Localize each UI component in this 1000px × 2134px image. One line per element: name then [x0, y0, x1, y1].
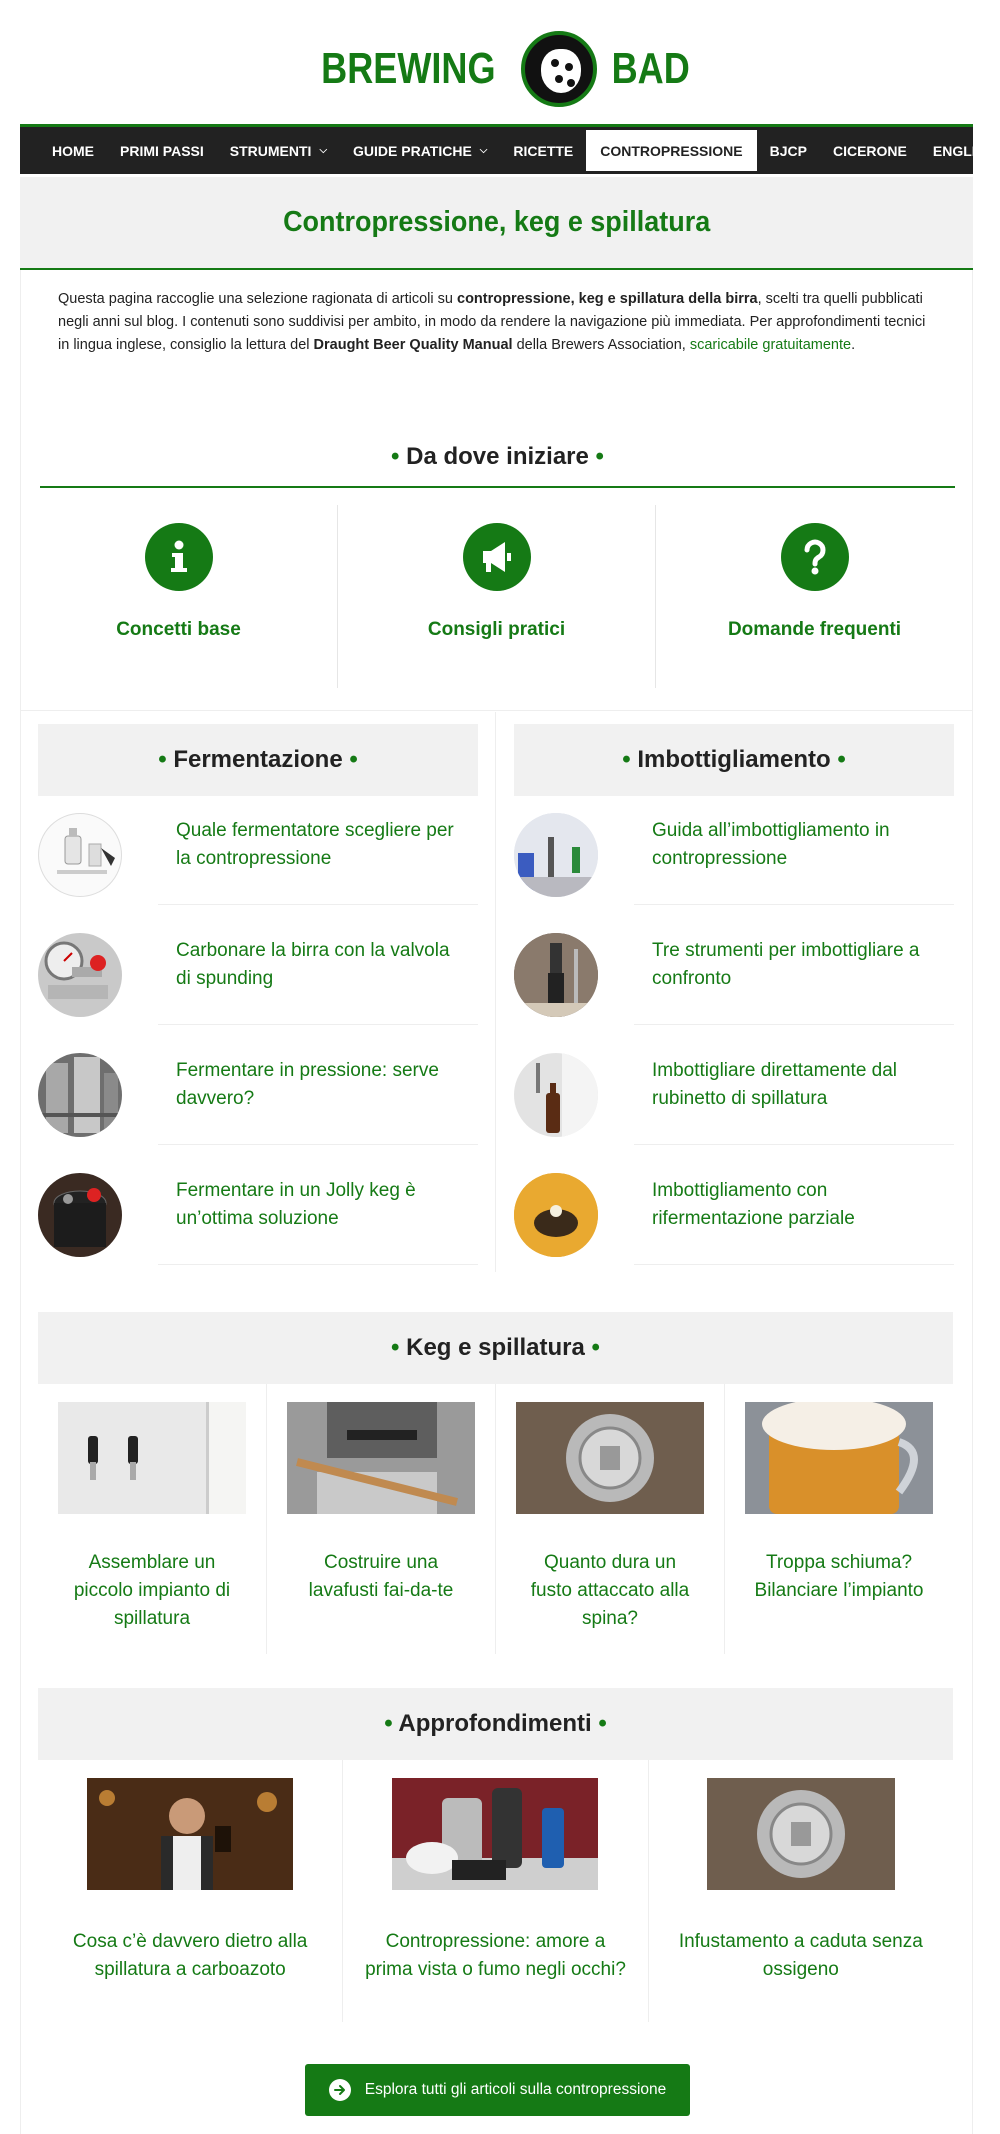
- imbottigliamento-section: [514, 724, 954, 1285]
- explore-all-label: Esplora tutti gli articoli sulla contropressione: [364, 2081, 667, 2098]
- card-label: Concetti base: [116, 619, 241, 640]
- nav-item-cicerone[interactable]: [820, 127, 920, 174]
- article-title[interactable]: Contropressione: amore a prima vista o fumo negli occhi?: [365, 1931, 626, 1980]
- article-title[interactable]: Imbottigliare direttamente dal rubinetto di spillatura: [652, 1060, 898, 1109]
- section-title: Approfondimenti: [398, 1710, 592, 1737]
- explore-all-button[interactable]: [305, 2064, 690, 2116]
- section-title: Keg e spillatura: [406, 1334, 585, 1361]
- article-title[interactable]: Fermentare in pressione: serve davvero?: [176, 1060, 439, 1109]
- list-item[interactable]: [514, 1045, 954, 1165]
- intro-text-part: , scelti tra quelli pubblicati negli anni sul blog. I contenuti sono suddivisi per ambito, in modo da rendere la navigazione più immediata. Per approfondimenti tecnici in lingua inglese, consiglio la lettura del: [58, 291, 926, 353]
- article-image[interactable]: [287, 1402, 475, 1514]
- article-card[interactable]: [343, 1760, 648, 2022]
- hop-logo-icon: [521, 31, 597, 107]
- section-header: • Fermentazione •: [38, 724, 478, 796]
- section-header: • Imbottigliamento •: [514, 724, 954, 796]
- nav-item-label: ENGLISH: [932, 142, 996, 159]
- card-label: Consigli pratici: [427, 619, 566, 640]
- article-card[interactable]: [267, 1384, 496, 1654]
- nav-item-label: CICERONE: [832, 142, 907, 159]
- article-title[interactable]: Infustamento a caduta senza ossigeno: [678, 1931, 923, 1980]
- nav-item-label: CONTROPRESSIONE: [600, 142, 743, 159]
- nav-item-ricette[interactable]: [500, 127, 586, 174]
- article-title[interactable]: Quale fermentatore scegliere per la contropressione: [176, 820, 454, 869]
- section-title: Da dove iniziare: [406, 443, 589, 470]
- article-title[interactable]: Carbonare la birra con la valvola di spunding: [176, 940, 450, 989]
- list-item[interactable]: [38, 925, 478, 1045]
- article-thumbnail[interactable]: [514, 1053, 598, 1137]
- nav-item-label: RICETTE: [513, 142, 574, 159]
- info-icon: [145, 523, 213, 591]
- article-card[interactable]: [38, 1760, 343, 2022]
- site-logo[interactable]: [302, 31, 698, 107]
- megaphone-icon: [463, 523, 531, 591]
- list-item[interactable]: [514, 1165, 954, 1285]
- article-image[interactable]: [392, 1778, 598, 1890]
- list-item[interactable]: [514, 805, 954, 925]
- start-cards: [20, 505, 973, 688]
- article-thumbnail[interactable]: [514, 1173, 598, 1257]
- list-item[interactable]: [514, 925, 954, 1045]
- article-thumbnail[interactable]: [38, 813, 122, 897]
- divider: [20, 710, 973, 711]
- article-title[interactable]: Imbottigliamento con rifermentazione parziale: [652, 1180, 855, 1229]
- article-card[interactable]: [725, 1384, 953, 1654]
- page-title-bar: [20, 177, 973, 270]
- chevron-down-icon: ⌵: [319, 145, 328, 156]
- nav-item-label: GUIDE PRATICHE: [353, 142, 472, 159]
- article-thumbnail[interactable]: [38, 933, 122, 1017]
- card-domande-frequenti[interactable]: [656, 505, 973, 688]
- article-thumbnail[interactable]: [514, 813, 598, 897]
- article-title[interactable]: Guida all’imbottigliamento in contropressione: [652, 820, 890, 869]
- intro-text: [58, 288, 938, 357]
- article-title[interactable]: Cosa c’è davvero dietro alla spillatura a carboazoto: [72, 1931, 308, 1980]
- nav-item-bjcp[interactable]: [757, 127, 820, 174]
- nav-item-primi-passi[interactable]: [107, 127, 217, 174]
- article-card[interactable]: [649, 1760, 953, 2022]
- fermentazione-section: [38, 724, 478, 1285]
- keg-section: [38, 1312, 953, 1654]
- list-item[interactable]: [38, 805, 478, 925]
- logo-text-right: BAD: [611, 44, 690, 93]
- section-title: Imbottigliamento: [637, 746, 831, 773]
- section-header: • Keg e spillatura •: [38, 1312, 953, 1384]
- nav-item-label: BJCP: [769, 142, 807, 159]
- article-thumbnail[interactable]: [38, 1053, 122, 1137]
- article-image[interactable]: [58, 1402, 246, 1514]
- article-card[interactable]: [38, 1384, 267, 1654]
- section-header: • Approfondimenti •: [38, 1688, 953, 1760]
- article-image[interactable]: [516, 1402, 704, 1514]
- nav-item-label: HOME: [52, 142, 94, 159]
- intro-text-part: Questa pagina raccoglie una selezione ragionata di articoli su: [58, 291, 457, 307]
- nav-item-contropressione[interactable]: [586, 130, 756, 171]
- divider: [495, 712, 496, 1272]
- card-consigli-pratici[interactable]: [338, 505, 656, 688]
- question-icon: [781, 523, 849, 591]
- intro-bold-topic: contropressione, keg e spillatura della birra: [457, 291, 758, 307]
- nav-item-label: PRIMI PASSI: [120, 142, 204, 159]
- article-image[interactable]: [87, 1778, 293, 1890]
- nav-item-label: STRUMENTI: [229, 142, 312, 159]
- article-title[interactable]: Costruire una lavafusti fai-da-te: [308, 1552, 454, 1601]
- main-nav: [20, 124, 996, 174]
- page-title: Contropressione, keg e spillatura: [282, 206, 711, 238]
- start-section-header: • Da dove iniziare •: [40, 428, 955, 488]
- approfondimenti-section: [38, 1688, 953, 2022]
- intro-text-part: della Brewers Association,: [512, 337, 690, 353]
- card-label: Domande frequenti: [727, 619, 902, 640]
- arrow-right-circle-icon: [329, 2079, 351, 2101]
- card-concetti-base[interactable]: [20, 505, 338, 688]
- site-header: [0, 24, 1000, 114]
- intro-text-part: .: [851, 337, 856, 353]
- article-title[interactable]: Fermentare in un Jolly keg è un’ottima soluzione: [176, 1180, 416, 1229]
- download-link[interactable]: scaricabile gratuitamente: [689, 337, 852, 353]
- article-title[interactable]: Quanto dura un fusto attaccato alla spina?: [530, 1552, 690, 1629]
- list-item[interactable]: [38, 1045, 478, 1165]
- article-thumbnail[interactable]: [38, 1173, 122, 1257]
- article-title[interactable]: Assemblare un piccolo impianto di spillatura: [73, 1552, 231, 1629]
- article-card[interactable]: [496, 1384, 725, 1654]
- article-title[interactable]: Tre strumenti per imbottigliare a confronto: [652, 940, 920, 989]
- intro-bold-manual: Draught Beer Quality Manual: [313, 337, 513, 353]
- article-title[interactable]: Troppa schiuma? Bilanciare l’impianto: [754, 1552, 924, 1601]
- article-thumbnail[interactable]: [514, 933, 598, 1017]
- nav-item-home[interactable]: [20, 127, 107, 174]
- chevron-down-icon: ⌵: [479, 145, 488, 156]
- nav-item-strumenti[interactable]: [217, 127, 340, 174]
- article-image[interactable]: [745, 1402, 933, 1514]
- article-image[interactable]: [707, 1778, 895, 1890]
- nav-item-guide-pratiche[interactable]: [340, 127, 500, 174]
- section-title: Fermentazione: [173, 746, 343, 773]
- list-item[interactable]: [38, 1165, 478, 1285]
- logo-text-left: BREWING: [321, 44, 496, 93]
- nav-item-english[interactable]: [920, 127, 1000, 174]
